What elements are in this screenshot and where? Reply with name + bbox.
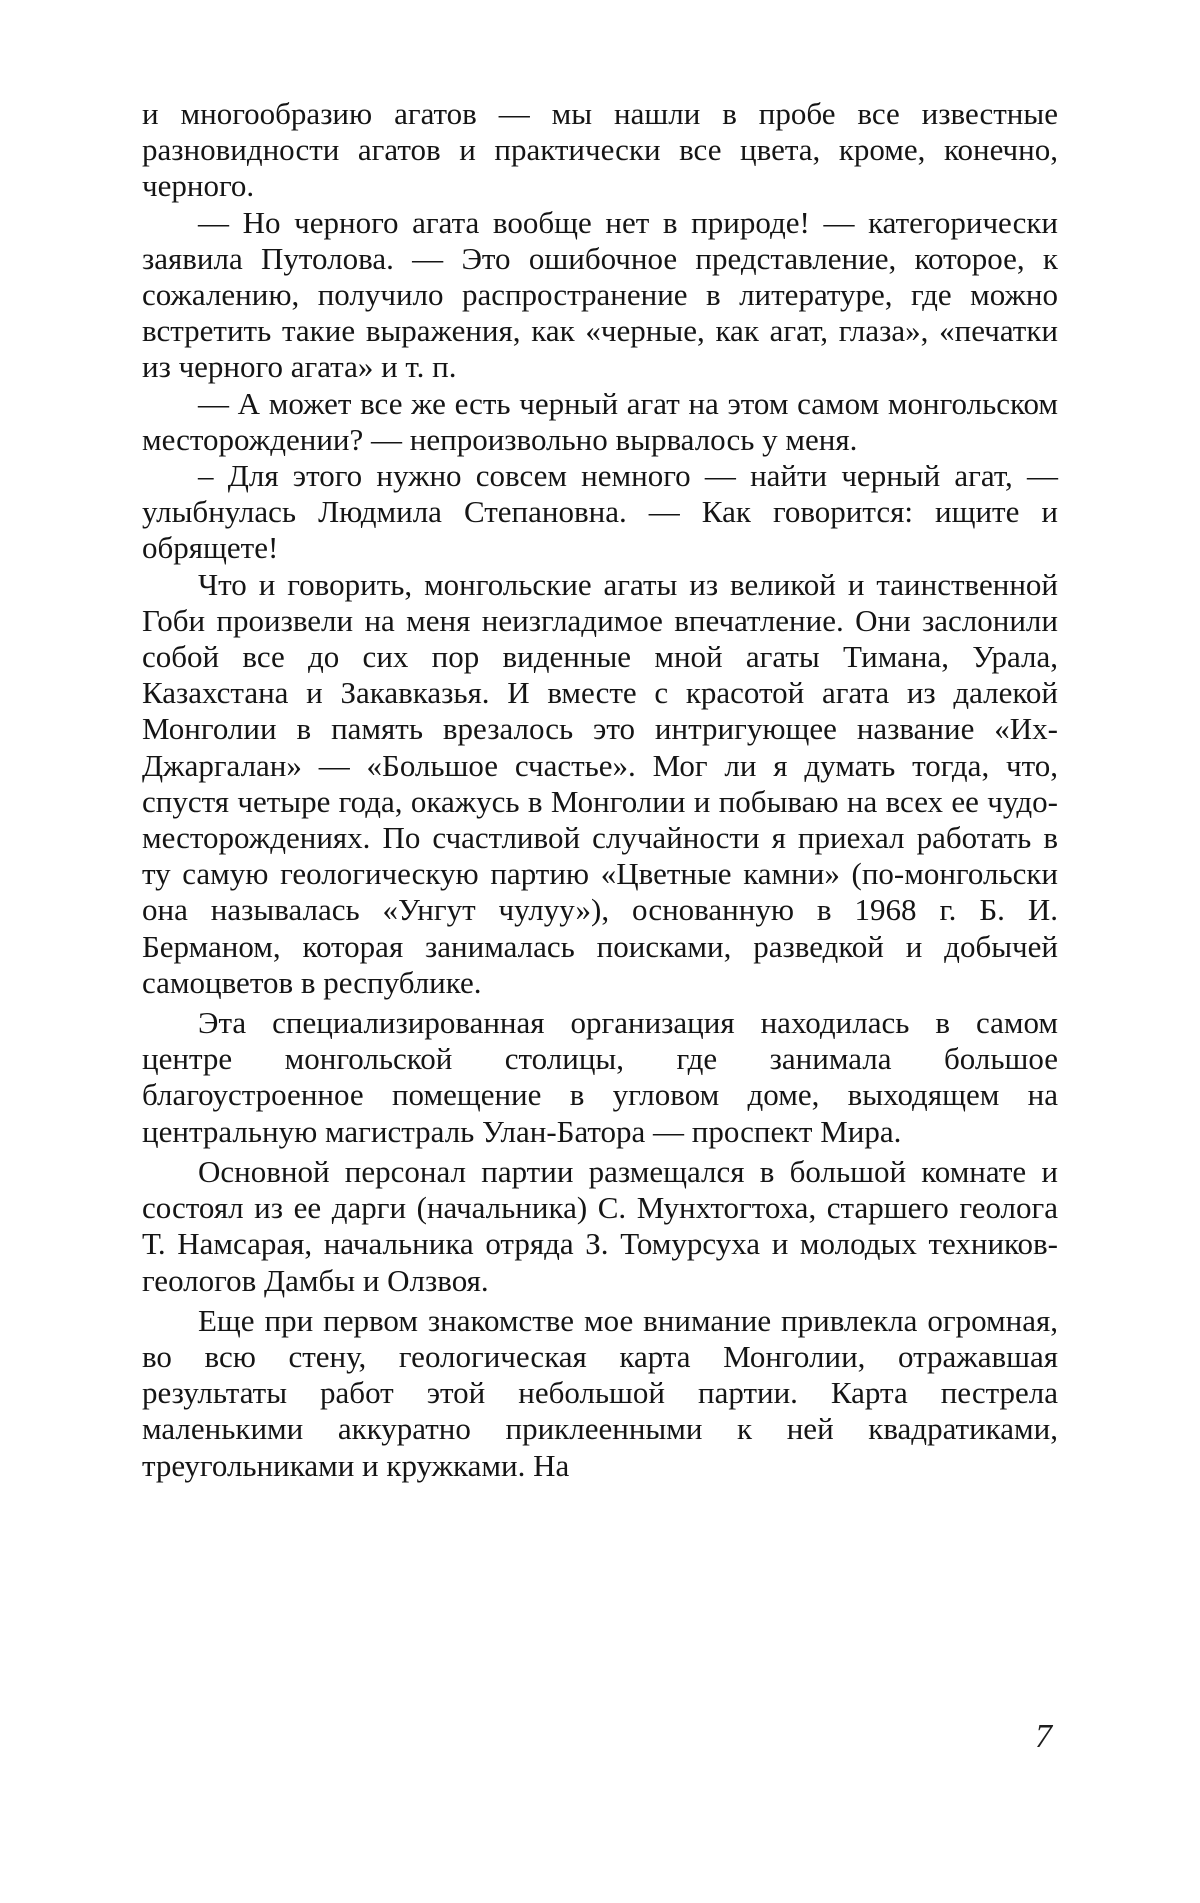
paragraph-dialogue-question: — А может все же есть черный агат на этом самом монгольском месторождении? — непроизвольно вырвалось у меня. [142,385,1058,457]
page-number: 7 [1035,1718,1052,1755]
paragraph-continuation: и многообразию агатов — мы нашли в пробе все известные разновидности агатов и практически все цвета, кроме, конечно, черного. [142,96,1058,204]
paragraph-personnel: Основной персонал партии размещался в большой комнате и состоял из ее дарги (начальника) С. Мунхтогтоха, старшего геолога Т. Намсарая, начальника отряда З. Томурсуха и молодых техников-геологов Дамбы и Олзвоя. [142,1153,1058,1298]
paragraph-geological-map: Еще при первом знакомстве мое внимание привлекла огромная, во всю стену, геологическая карта Монголии, отражавшая результаты работ этой небольшой партии. Карта пестрела маленькими аккуратно приклеенными к ней квадратиками, треугольниками и кружками. На [142,1302,1058,1483]
paragraph-organization: Эта специализированная организация находилась в самом центре монгольской столицы, где занимала большое благоустроенное помещение в угловом доме, выходящем на центральную магистраль Улан-Батора — проспект Мира. [142,1005,1058,1149]
paragraph-dialogue-reply: – Для этого нужно совсем немного — найти черный агат, — улыбнулась Людмила Степановна. — Как говорится: ищите и обрящете! [142,458,1058,566]
paragraph-dialogue-putolova: — Но черного агата вообще нет в природе! — категорически заявила Путолова. — Это ошибочное представление, которое, к сожалению, получило распространение в литературе, где можно встретить такие выражения, как «черные, как агат, глаза», «печатки из черного агата» и т. п. [142,204,1058,385]
paragraph-mongolian-agates: Что и говорить, монгольские агаты из великой и таинственной Гоби произвели на меня неизгладимое впечатление. Они заслонили собой все до сих пор виденные мной агаты Тимана, Урала, Казахстана и Закавказья. И вместе с красотой агата из далекой Монголии в память врезалось это интригующее название «Их-Джаргалан» — «Большое счастье». Мог ли я думать тогда, что, спустя четыре года, окажусь в Монголии и побываю на всех ее чудо-месторождениях. По счастливой случайности я приехал работать в ту самую геологическую партию «Цветные камни» (по-монгольски она называлась «Унгут чулуу»), основанную в 1968 г. Б. И. Берманом, которая занималась поисками, разведкой и добычей самоцветов в республике. [142,566,1058,1000]
body-text [142,96,1058,1484]
